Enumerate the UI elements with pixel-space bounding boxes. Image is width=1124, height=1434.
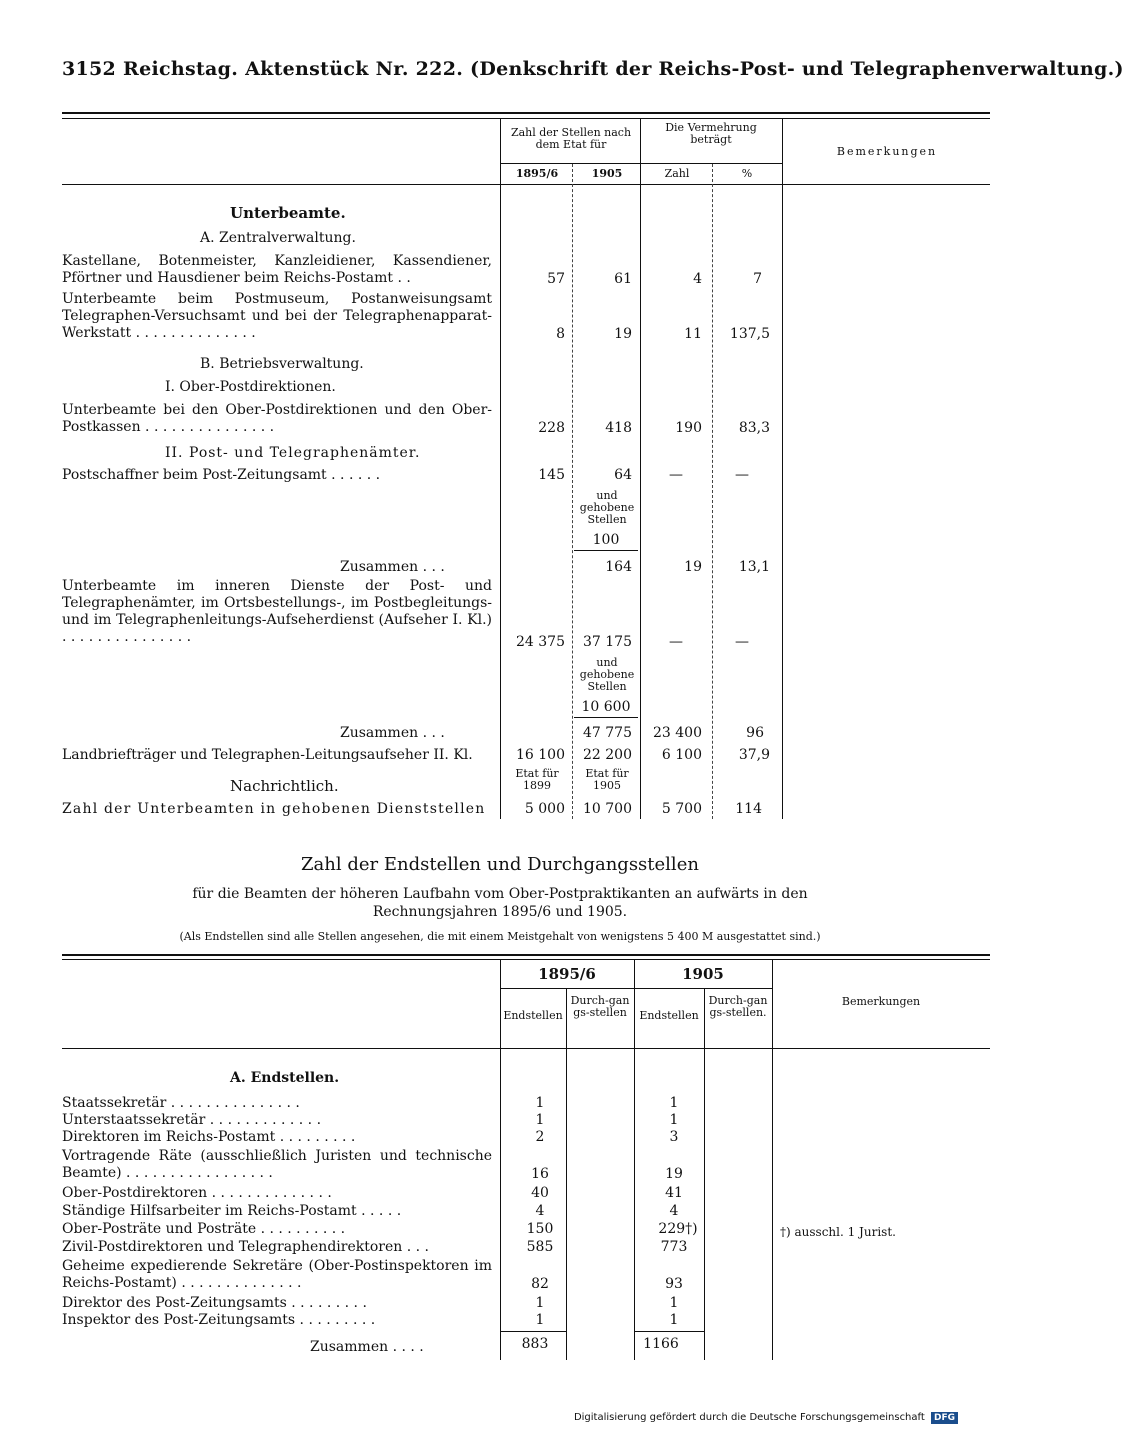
- cell-endstellen-1905: 1: [669, 1095, 679, 1111]
- sum-rule: [634, 1331, 704, 1332]
- cell-pct: —: [735, 467, 749, 483]
- footer-credit: [574, 1412, 958, 1424]
- cell-zahl: —: [669, 467, 683, 483]
- cell-endstellen-1905: 1: [669, 1312, 679, 1328]
- cell-endstellen-1895: 4: [535, 1203, 545, 1219]
- sum-rule: [574, 550, 638, 551]
- cell-pct: 37,9: [738, 747, 770, 763]
- etat-1905: Etat für 1905: [585, 767, 629, 792]
- cell-zahl: 5 700: [661, 801, 702, 817]
- subsection-b2: II. Post- und Telegraphenämter.: [165, 445, 421, 461]
- row-label: Ober-Posträte und Posträte . . . . . . . . . .: [62, 1221, 346, 1237]
- cell-endstellen-1895: 40: [531, 1185, 549, 1201]
- cell-1905: 37 175: [583, 634, 632, 650]
- sum-1905: 1166: [643, 1336, 679, 1352]
- cell-endstellen-1905: 229†): [658, 1221, 698, 1237]
- header-vermehrung-group: Die Vermehrung beträgt: [665, 121, 757, 146]
- row-label: Geheime expedierende Sekretäre (Ober-Postinspektoren im Reichs-Postamt) . . . . . . . . . . . . . .: [62, 1258, 492, 1291]
- cell-1895: 57: [547, 271, 565, 287]
- header-endstellen: Endstellen: [503, 1009, 563, 1022]
- cell-zahl: 6 100: [661, 747, 702, 763]
- cell-1905: 164: [605, 559, 632, 575]
- header-stellen-group: Zahl der Stellen nach dem Etat für: [510, 126, 632, 151]
- cell-zahl: 4: [693, 271, 702, 287]
- cell-pct: 114: [735, 801, 762, 817]
- year-1895: 1895/6: [538, 965, 596, 983]
- row-label: Unterbeamte beim Postmuseum, Postanweisungsamt Telegraphen-Versuchsamt und bei der Telegraphenapparat-Werkstatt . . . . . . . . . . . . . .: [62, 291, 492, 341]
- header-1895: 1895/6: [515, 167, 559, 180]
- gehobene-value: 100: [592, 532, 620, 548]
- cell-endstellen-1895: 1: [535, 1095, 545, 1111]
- cell-endstellen-1905: 1: [669, 1295, 679, 1311]
- cell-1895: 8: [556, 326, 565, 342]
- table2-title: Zahl der Endstellen und Durchgangsstellen: [301, 854, 699, 875]
- cell-1905: 22 200: [583, 747, 632, 763]
- table2-header-rule: [62, 1048, 990, 1049]
- table1-col-dash: [712, 164, 713, 819]
- row-label: Zivil-Postdirektoren und Telegraphendirektoren . . .: [62, 1239, 429, 1255]
- cell-1895: 145: [538, 467, 565, 483]
- zusammen-label: Zusammen . . .: [340, 559, 445, 575]
- table1-subheader-rule: [500, 163, 782, 164]
- header-bemerkungen: Bemerkungen: [841, 995, 921, 1008]
- cell-pct: —: [735, 634, 749, 650]
- table1-col-line: [782, 119, 783, 819]
- cell-pct: 137,5: [729, 326, 770, 342]
- cell-endstellen-1895: 2: [535, 1129, 545, 1145]
- cell-1895: 24 375: [516, 634, 565, 650]
- table1-top-rule: [62, 112, 990, 114]
- header-durchgangsstellen: Durch-gangs-stellen: [570, 994, 630, 1019]
- cell-endstellen-1905: 1: [669, 1112, 679, 1128]
- sum-1895: 883: [521, 1336, 549, 1352]
- cell-1905: 10 700: [583, 801, 632, 817]
- gehobene-note: und gehobene Stellen: [579, 656, 635, 693]
- cell-1905: 61: [614, 271, 632, 287]
- header-1905: 1905: [591, 167, 623, 180]
- subsection-b1: I. Ober-Postdirektionen.: [165, 379, 336, 395]
- row-label: Landbriefträger und Telegraphen-Leitungsaufseher II. Kl.: [62, 747, 473, 763]
- table2-subtitle: für die Beamten der höheren Laufbahn vom Ober-Postpraktikanten an aufwärts in den: [192, 886, 808, 902]
- table2-top-rule-thin: [62, 959, 990, 960]
- cell-endstellen-1905: 41: [665, 1185, 683, 1201]
- cell-endstellen-1895: 16: [531, 1166, 549, 1182]
- sum-rule: [574, 717, 638, 718]
- row-label: Postschaffner beim Post-Zeitungsamt . . . . . .: [62, 467, 381, 483]
- row-label: Unterstaatssekretär . . . . . . . . . . . . .: [62, 1112, 322, 1128]
- cell-endstellen-1905: 3: [669, 1129, 679, 1145]
- cell-zahl: 19: [684, 559, 702, 575]
- row-label: Unterbeamte im inneren Dienste der Post- und Telegraphenämter, im Ortsbestellungs-, im Postbegleitungs- und im Telegraphenleitungs-Aufseherdienst (Aufseher I. Kl.) . . . . . . . . . . . . . . .: [62, 578, 492, 645]
- cell-pct: 96: [746, 725, 764, 741]
- table2-note: (Als Endstellen sind alle Stellen angesehen, die mit einem Meistgehalt von wenigstens 5 400 M ausgestattet sind.): [179, 930, 821, 943]
- cell-zahl: 11: [684, 326, 702, 342]
- row-label: Staatssekretär . . . . . . . . . . . . . . .: [62, 1095, 300, 1111]
- cell-endstellen-1895: 150: [526, 1221, 554, 1237]
- zusammen-label: Zusammen . . .: [340, 725, 445, 741]
- row-label: Ständige Hilfsarbeiter im Reichs-Postamt . . . . .: [62, 1203, 402, 1219]
- row-label: Vortragende Räte (ausschließlich Juristen und technische Beamte) . . . . . . . . . . . . . . . . .: [62, 1148, 492, 1181]
- cell-zahl: —: [669, 634, 683, 650]
- header-bemerkungen: Bemerkungen: [836, 145, 938, 158]
- cell-zahl: 190: [675, 420, 702, 436]
- remark-jurist: †) ausschl. 1 Jurist.: [780, 1225, 896, 1239]
- table1-col-dash: [572, 164, 573, 819]
- zusammen-label: Zusammen . . . .: [310, 1339, 424, 1355]
- cell-1905: 47 775: [583, 725, 632, 741]
- header-zahl: Zahl: [664, 167, 690, 180]
- row-label: Direktoren im Reichs-Postamt . . . . . . . . .: [62, 1129, 356, 1145]
- subsection-a: A. Zentralverwaltung.: [200, 230, 356, 246]
- header-endstellen: Endstellen: [639, 1009, 699, 1022]
- etat-1899: Etat für 1899: [515, 767, 559, 792]
- cell-1895: 5 000: [524, 801, 565, 817]
- cell-endstellen-1895: 1: [535, 1112, 545, 1128]
- section-endstellen: A. Endstellen.: [230, 1070, 340, 1086]
- gehobene-note: und gehobene Stellen: [579, 489, 635, 526]
- header-durchgangsstellen: Durch-gangs-stellen.: [708, 994, 768, 1019]
- cell-endstellen-1905: 4: [669, 1203, 679, 1219]
- row-label: Zahl der Unterbeamten in gehobenen Dienststellen: [62, 801, 486, 817]
- cell-endstellen-1905: 19: [665, 1166, 683, 1182]
- table1-header-rule: [62, 184, 990, 185]
- table2-year-rule: [500, 988, 772, 989]
- row-label: Unterbeamte bei den Ober-Postdirektionen und den Ober-Postkassen . . . . . . . . . . . . . . .: [62, 402, 492, 435]
- row-label: Kastellane, Botenmeister, Kanzleidiener, Kassendiener, Pförtner und Hausdiener beim Reichs-Postamt . .: [62, 253, 492, 286]
- cell-endstellen-1905: 93: [665, 1276, 683, 1292]
- cell-endstellen-1895: 1: [535, 1312, 545, 1328]
- table1-top-rule-thin: [62, 118, 990, 119]
- nachrichtlich-label: Nachrichtlich.: [230, 777, 339, 795]
- cell-endstellen-1895: 82: [531, 1276, 549, 1292]
- cell-pct: 83,3: [738, 420, 770, 436]
- table2-subtitle: Rechnungsjahren 1895/6 und 1905.: [372, 904, 628, 920]
- row-label: Ober-Postdirektoren . . . . . . . . . . . . . .: [62, 1185, 332, 1201]
- cell-zahl: 23 400: [653, 725, 702, 741]
- footer-text: Digitalisierung gefördert durch die Deutsche Forschungsgemeinschaft: [573, 1412, 925, 1423]
- cell-1905: 64: [614, 467, 632, 483]
- cell-1905: 418: [605, 420, 632, 436]
- row-label: Direktor des Post-Zeitungsamts . . . . . . . . .: [62, 1295, 367, 1311]
- table2-col-line: [772, 960, 773, 1360]
- page-title: 3152 Reichstag. Aktenstück Nr. 222. (Denkschrift der Reichs-Post- und Telegraphenverwaltung.): [62, 58, 1124, 80]
- dfg-logo: DFG: [931, 1412, 958, 1424]
- cell-pct: 7: [753, 271, 762, 287]
- cell-pct: 13,1: [738, 559, 770, 575]
- year-1905: 1905: [682, 965, 724, 983]
- cell-1895: 16 100: [516, 747, 565, 763]
- sum-rule: [500, 1331, 566, 1332]
- cell-endstellen-1905: 773: [660, 1239, 688, 1255]
- cell-1895: 228: [538, 420, 565, 436]
- cell-endstellen-1895: 1: [535, 1295, 545, 1311]
- subsection-b: B. Betriebsverwaltung.: [200, 356, 364, 372]
- table2-top-rule: [62, 954, 990, 956]
- header-pct: %: [741, 167, 753, 180]
- row-label: Inspektor des Post-Zeitungsamts . . . . . . . . .: [62, 1312, 376, 1328]
- cell-endstellen-1895: 585: [526, 1239, 554, 1255]
- section-unterbeamte: Unterbeamte.: [230, 204, 346, 222]
- gehobene-value: 10 600: [581, 699, 631, 715]
- cell-1905: 19: [614, 326, 632, 342]
